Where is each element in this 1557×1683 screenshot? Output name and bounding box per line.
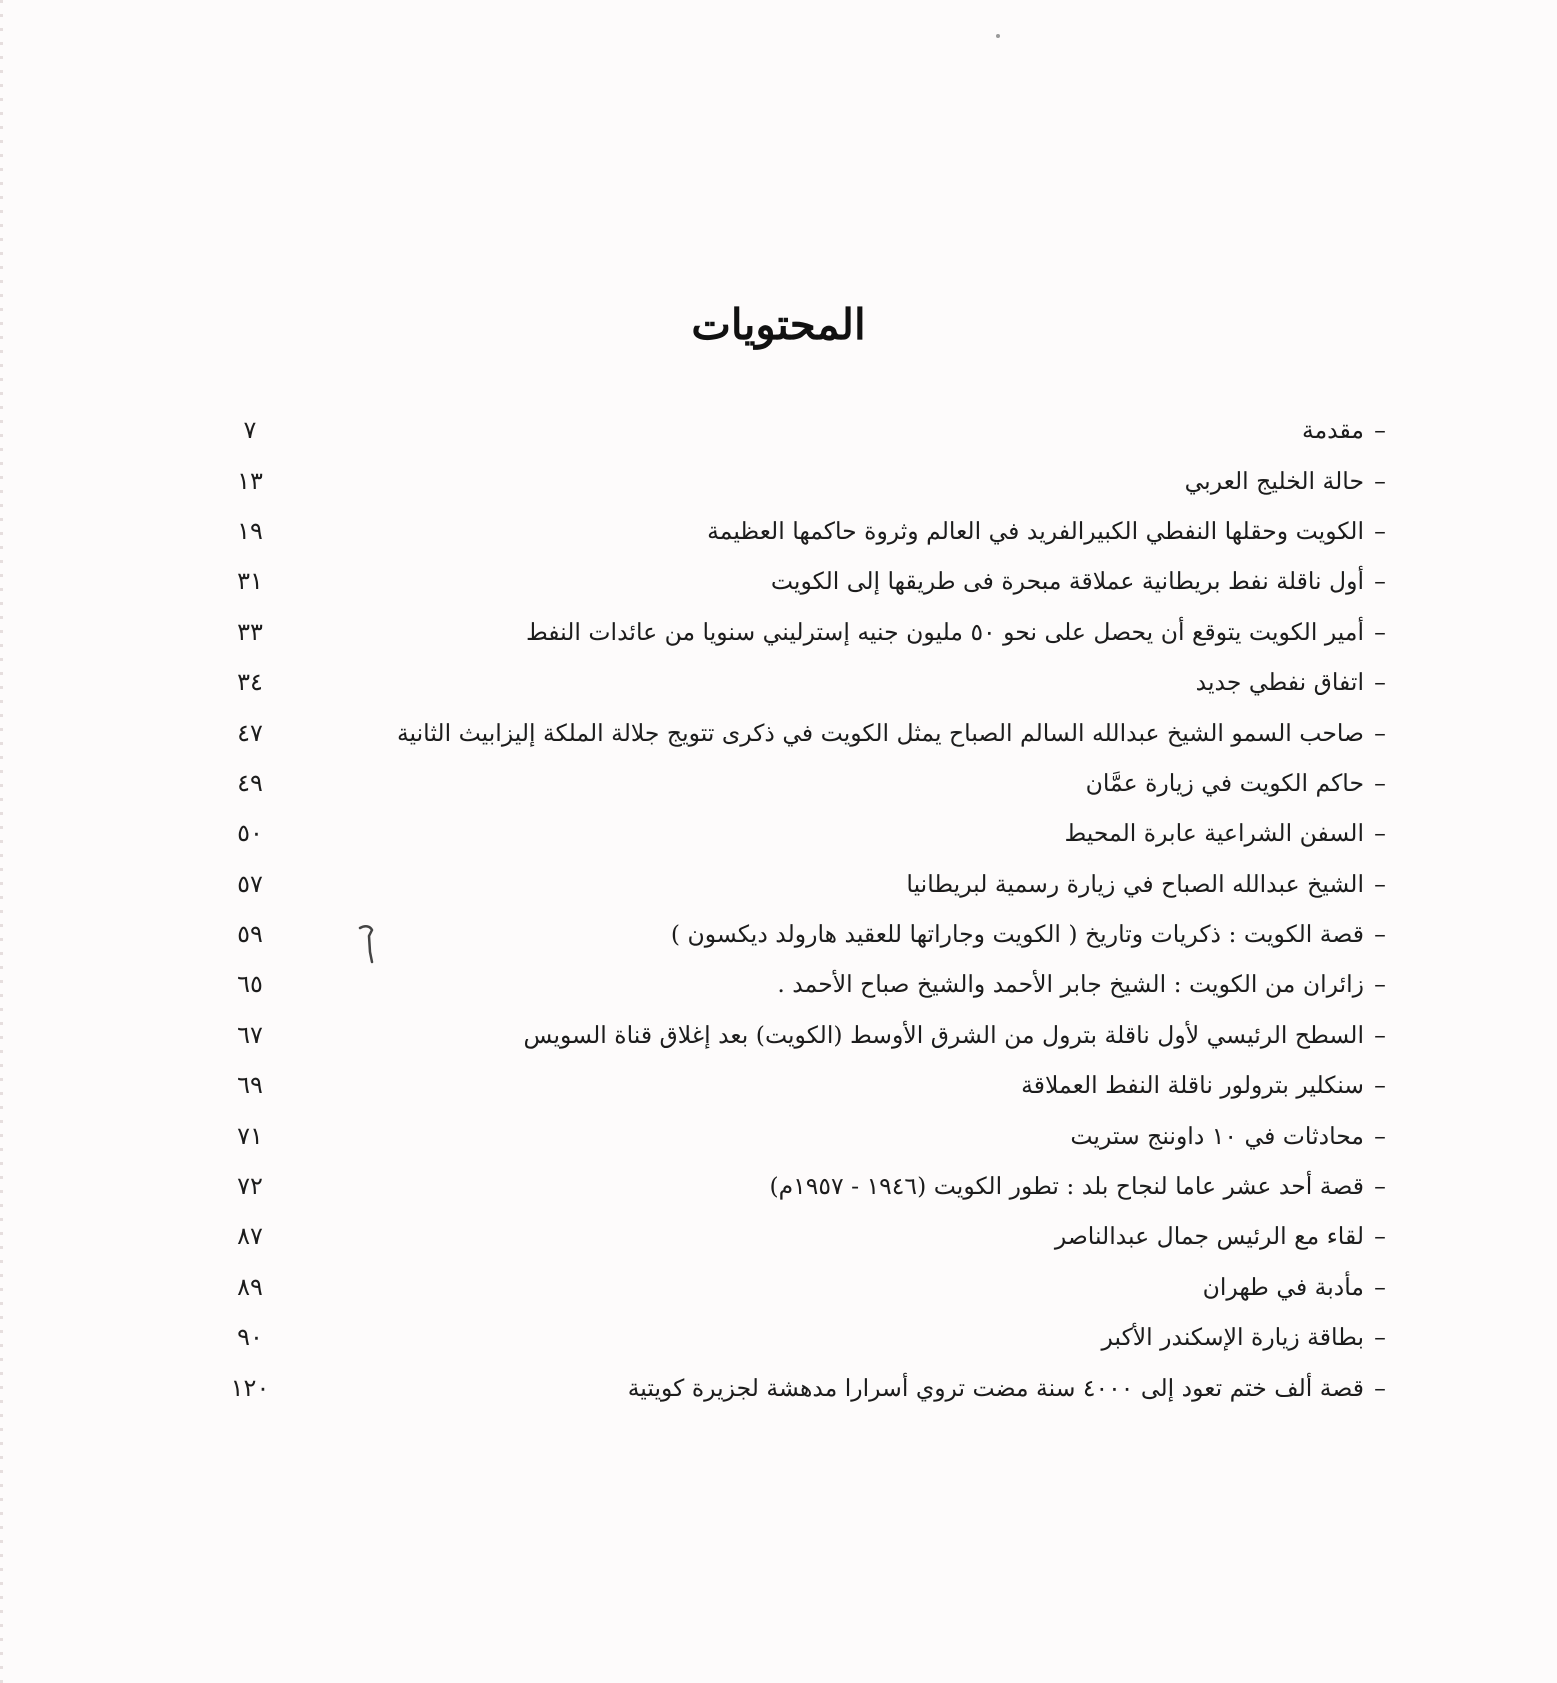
toc-dash: – <box>1374 869 1386 898</box>
toc-entry <box>777 970 1390 998</box>
toc-page-number: ٩٠ <box>237 1323 263 1352</box>
toc-row <box>220 1312 1390 1362</box>
toc-dash: – <box>1374 416 1386 445</box>
toc-page-number: ٤٩ <box>237 768 263 797</box>
toc-page-number: ٧٢ <box>237 1172 263 1201</box>
toc-entry-title: أول ناقلة نفط بريطانية عملاقة مبحرة فى طريقها إلى الكويت <box>770 567 1364 596</box>
toc-entry-title: اتفاق نفطي جديد <box>1195 668 1364 697</box>
toc-row <box>220 859 1390 909</box>
toc-page-number: ٨٩ <box>237 1272 263 1301</box>
toc-entry <box>1064 819 1390 847</box>
toc-entry <box>707 517 1390 545</box>
toc-entry-title: صاحب السمو الشيخ عبدالله السالم الصباح يمثل الكويت في ذكرى تتويج جلالة الملكة إليزابيث الثانية <box>396 718 1364 747</box>
toc-entry <box>1302 416 1390 444</box>
toc-row <box>220 1211 1390 1261</box>
toc-page-number: ٦٧ <box>237 1020 263 1049</box>
toc-page-number: ٣٣ <box>237 617 263 646</box>
toc-entry <box>1055 1222 1390 1250</box>
toc-entry-title: قصة ألف ختم تعود إلى ٤٠٠٠ سنة مضت تروي أسرارا مدهشة لجزيرة كويتية <box>627 1373 1364 1402</box>
table-of-contents <box>220 405 1390 1413</box>
page-title: المحتويات <box>691 300 866 349</box>
toc-entry-title: حالة الخليج العربي <box>1184 466 1364 495</box>
toc-entry <box>769 1172 1390 1200</box>
toc-entry-title: قصة الكويت : ذكريات وتاريخ ( الكويت وجاراتها للعقيد هارولد ديكسون ) <box>670 920 1364 949</box>
toc-dash: – <box>1374 668 1386 697</box>
toc-page-number: ٣٤ <box>237 668 263 697</box>
toc-page-number: ١٣ <box>237 466 263 495</box>
toc-dash: – <box>1374 1323 1386 1352</box>
toc-entry-title: محادثات في ١٠ داوننج ستريت <box>1070 1121 1364 1150</box>
toc-dash: – <box>1374 1272 1386 1301</box>
toc-entry <box>1196 668 1390 696</box>
toc-dash: – <box>1374 516 1386 545</box>
toc-dash: – <box>1374 819 1386 848</box>
toc-dash: – <box>1374 1020 1386 1049</box>
toc-entry-title: أمير الكويت يتوقع أن يحصل على نحو ٥٠ مليون جنيه إسترليني سنويا من عائدات النفط <box>525 617 1364 646</box>
toc-entry <box>628 1374 1390 1402</box>
toc-entry-title: بطاقة زيارة الإسكندر الأكبر <box>1101 1323 1364 1352</box>
toc-page-number: ١٢٠ <box>230 1373 270 1402</box>
toc-page-number: ٣١ <box>237 567 263 596</box>
toc-page-number: ٤٧ <box>237 718 263 747</box>
toc-dash: – <box>1374 1121 1386 1150</box>
toc-entry <box>526 618 1390 646</box>
toc-entry <box>1185 467 1390 495</box>
toc-page-number: ٦٩ <box>237 1071 263 1100</box>
toc-entry-title: سنكلير بترولور ناقلة النفط العملاقة <box>1021 1071 1364 1100</box>
toc-entry-title: مقدمة <box>1302 416 1364 445</box>
toc-dash: – <box>1374 567 1386 596</box>
toc-dash: – <box>1374 1222 1386 1251</box>
toc-entry-title: حاكم الكويت في زيارة عمَّان <box>1085 768 1364 797</box>
toc-entry <box>1086 769 1390 797</box>
toc-page-number: ٥٩ <box>237 920 263 949</box>
toc-row <box>220 959 1390 1009</box>
toc-entry-title: لقاء مع الرئيس جمال عبدالناصر <box>1054 1222 1364 1251</box>
toc-row <box>220 607 1390 657</box>
toc-page-number: ٧ <box>243 416 257 445</box>
toc-entry <box>771 567 1390 595</box>
toc-row <box>220 556 1390 606</box>
toc-row <box>220 1362 1390 1412</box>
toc-row <box>220 1010 1390 1060</box>
toc-row <box>220 808 1390 858</box>
toc-page-number: ١٩ <box>237 516 263 545</box>
page-edge <box>0 0 3 1683</box>
toc-dash: – <box>1374 718 1386 747</box>
toc-row <box>220 707 1390 757</box>
toc-entry <box>1102 1323 1390 1351</box>
toc-page-number: ٥٧ <box>237 869 263 898</box>
toc-row <box>220 909 1390 959</box>
toc-entry <box>1070 1122 1390 1150</box>
toc-dash: – <box>1374 970 1386 999</box>
toc-page-number: ٨٧ <box>237 1222 263 1251</box>
toc-entry <box>671 920 1390 948</box>
toc-entry-title: الكويت وحقلها النفطي الكبيرالفريد في العالم وثروة حاكمها العظيمة <box>707 516 1364 545</box>
toc-dash: – <box>1374 1071 1386 1100</box>
toc-entry-title: السطح الرئيسي لأول ناقلة بترول من الشرق الأوسط (الكويت) بعد إغلاق قناة السويس <box>523 1020 1364 1049</box>
toc-entry <box>524 1021 1390 1049</box>
toc-entry-title: قصة أحد عشر عاما لنجاح بلد : تطور الكويت (١٩٤٦ - ١٩٥٧م) <box>769 1172 1364 1201</box>
toc-row <box>220 1060 1390 1110</box>
toc-entry-title: زائران من الكويت : الشيخ جابر الأحمد والشيخ صباح الأحمد . <box>777 970 1364 999</box>
toc-entry-title: الشيخ عبدالله الصباح في زيارة رسمية لبريطانيا <box>906 869 1364 898</box>
toc-entry-title: مأدبة في طهران <box>1202 1272 1364 1301</box>
toc-row <box>220 1161 1390 1211</box>
toc-dash: – <box>1374 466 1386 495</box>
toc-page-number: ٧١ <box>237 1121 263 1150</box>
toc-dash: – <box>1374 768 1386 797</box>
toc-row <box>220 1262 1390 1312</box>
toc-row <box>220 657 1390 707</box>
toc-dash: – <box>1374 617 1386 646</box>
toc-row <box>220 455 1390 505</box>
pencil-mark-icon <box>358 922 378 966</box>
toc-page-number: ٦٥ <box>237 970 263 999</box>
toc-entry <box>397 719 1390 747</box>
toc-entry <box>1203 1273 1390 1301</box>
toc-dash: – <box>1374 920 1386 949</box>
toc-entry <box>906 870 1390 898</box>
toc-row <box>220 758 1390 808</box>
toc-row <box>220 1110 1390 1160</box>
toc-row <box>220 405 1390 455</box>
paper-speck <box>996 34 1000 38</box>
toc-dash: – <box>1374 1172 1386 1201</box>
toc-entry-title: السفن الشراعية عابرة المحيط <box>1064 819 1364 848</box>
toc-dash: – <box>1374 1373 1386 1402</box>
toc-entry <box>1021 1071 1390 1099</box>
toc-page-number: ٥٠ <box>237 819 263 848</box>
toc-row <box>220 506 1390 556</box>
